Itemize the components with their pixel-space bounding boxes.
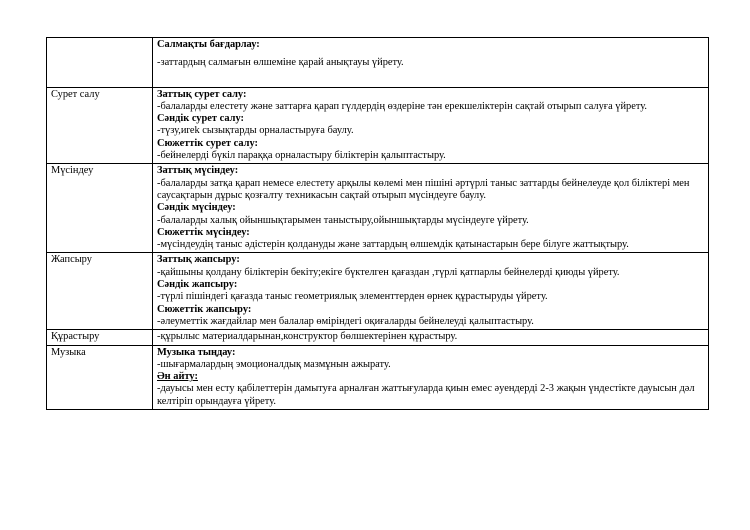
section-title: Сәндік мүсіндеу: — [157, 202, 236, 214]
section-title: Сюжеттік сурет салу: — [157, 137, 259, 149]
section-text: -заттардың салмағын өлшеміне қарай анықтауы үйрету. — [157, 57, 404, 69]
section-title: Музыка тыңдау: — [157, 346, 236, 358]
section-text: -балаларды затқа қарап немесе елестету арқылы көлемі мен пішіні әртүрлі таныс заттарды бейнелеуде қол біліктері мен саусақтарын дұрыс қозғалту техникасын сақтай отырып мүсіндеуге баулу. — [157, 177, 690, 201]
area-cell — [47, 38, 153, 88]
section-title: Сәндік сурет салу: — [157, 113, 244, 125]
section-text: -балаларды халық ойыншықтарымен таныстыру,ойыншықтарды мүсіндеуге үйрету. — [157, 214, 529, 226]
content-cell — [153, 164, 709, 253]
curriculum-table — [46, 37, 709, 410]
table-row — [47, 253, 709, 330]
section-title: Сюжеттік жапсыру: — [157, 303, 252, 315]
content-cell — [153, 345, 709, 409]
section-text: -құрылыс материалдарынан,конструктор бөлшектерінен құрастыру. — [157, 331, 458, 343]
section-title: Заттық сурет салу: — [157, 88, 247, 100]
content-cell — [153, 330, 709, 345]
table-row — [47, 38, 709, 88]
section-text: -балаларды елестету және заттарға қарап гүлдердің өздеріне тән ерекшеліктерін сақтай отырып салуға үйрету. — [157, 100, 647, 112]
content-cell — [153, 253, 709, 330]
area-name: Сурет салу — [51, 88, 100, 100]
table-row — [47, 164, 709, 253]
area-cell — [47, 345, 153, 409]
table-row — [47, 345, 709, 409]
section-title: Заттық мүсіндеу: — [157, 165, 239, 177]
area-cell — [47, 253, 153, 330]
table-row — [47, 87, 709, 164]
section-text: -мүсіндеудің таныс әдістерін қолдануды және заттардың өлшемдік қатынастарын бере білуге жаттықтыру. — [157, 239, 629, 251]
content-cell — [153, 38, 709, 88]
section-text: -түзу,иrek сызықтарды орналастыруға баулу. — [157, 125, 354, 137]
area-name: Жапсыру — [51, 254, 92, 266]
area-cell — [47, 330, 153, 345]
section-title: Заттық жапсыру: — [157, 254, 240, 266]
section-text: -түрлі пішіндегі қағазда таныс геометриялық элементтерден өрнек құрастыруды үйрету. — [157, 291, 548, 303]
section-text: -әлеуметтік жағдайлар мен балалар өміріндегі оқиғаларды бейнелеуді қалыптастыру. — [157, 315, 534, 327]
area-cell — [47, 164, 153, 253]
section-title: Сюжеттік мүсіндеу: — [157, 226, 250, 238]
curriculum-table-body — [47, 38, 709, 410]
area-name: Мүсіндеу — [51, 165, 94, 177]
area-cell — [47, 87, 153, 164]
table-row — [47, 330, 709, 345]
section-text: -шығармалардың эмоционалдық мазмұнын ажырату. — [157, 358, 391, 370]
area-name: Құрастыру — [51, 331, 100, 343]
section-text: -бейнелерді бүкіл параққа орналастыру біліктерін қалыптастыру. — [157, 150, 446, 162]
section-title: Ән айту: — [157, 371, 198, 383]
section-title: Салмақты бағдарлау: — [157, 39, 260, 50]
content-cell — [153, 87, 709, 164]
section-text: -қайшыны қолдану біліктерін бекіту;екіге бүктелген қағаздан ,түрлі қатпарлы бейнелерді қиюды үйрету. — [157, 266, 620, 278]
section-text: -дауысы мен есту қабілеттерін дамытуға арналған жаттығуларда қиын емес әуендерді 2-3 жақын үндестікте дауысын дәл келтіріп орындауға үйрету. — [157, 383, 695, 407]
section-title: Сәндік жапсыру: — [157, 279, 238, 291]
area-name: Музыка — [51, 346, 86, 358]
